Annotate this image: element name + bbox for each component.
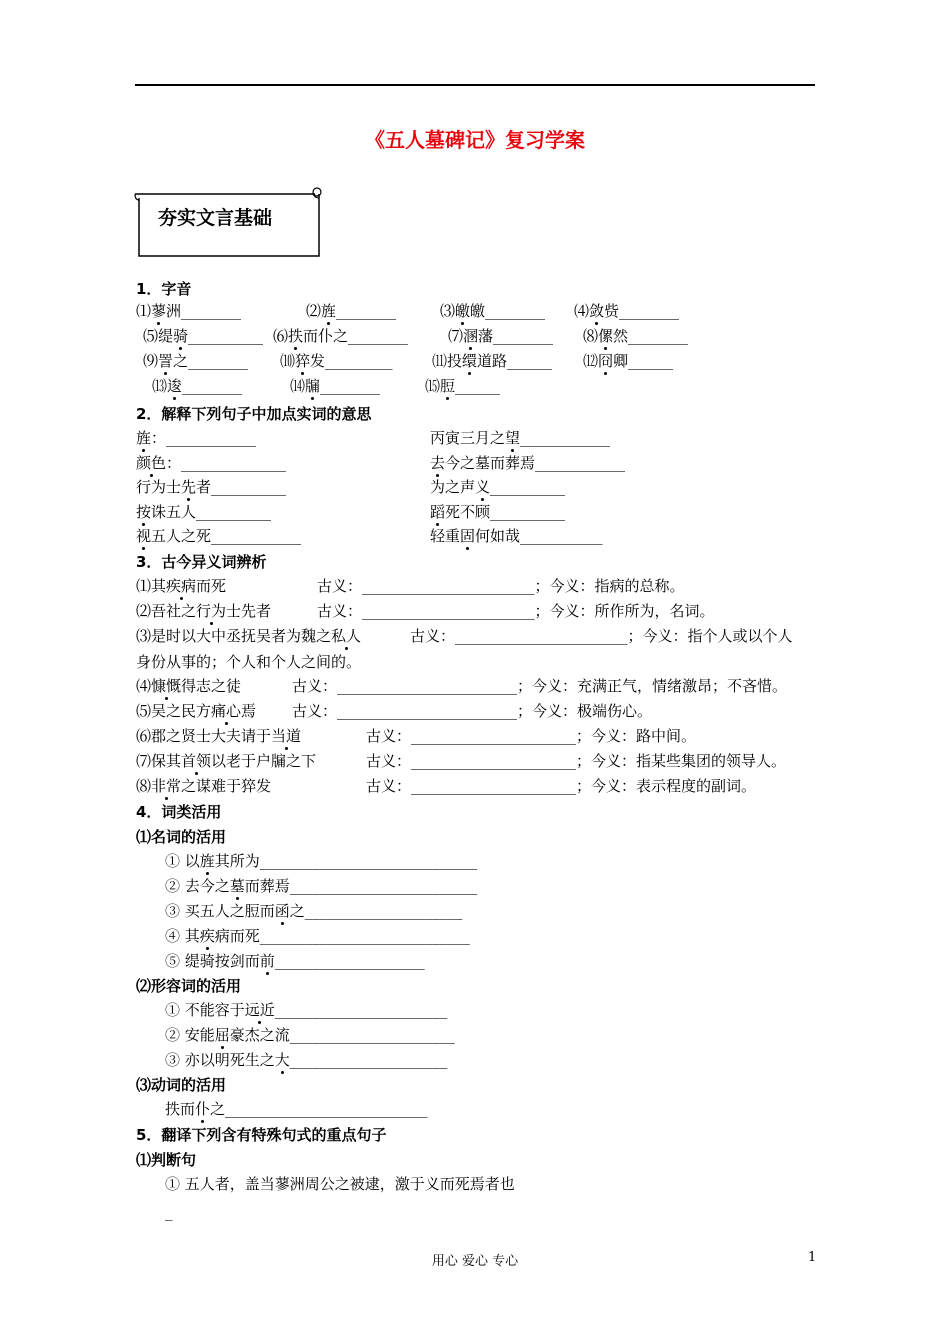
s4-sub3: ⑶动词的活用: [136, 1076, 227, 1094]
shici-item-left: 颜色：______________: [136, 453, 287, 472]
huoyong-noun-item: ③ 买五人之脰而函之_____________________: [165, 902, 463, 920]
huoyong-noun-item: ① 以旌其所为_____________________________: [165, 852, 478, 870]
zi-yin-item: ⑾投缳道路______: [432, 352, 553, 370]
s5-item1: ① 五人者，盖当蓼洲周公之被逮，激于义而死焉者也: [165, 1175, 515, 1193]
yiyi-meaning: 古义：______________________；今义：路中间。: [366, 727, 697, 745]
zi-yin-item: ⑼詈之________: [143, 352, 249, 370]
yiyi-meaning: 古义：________________________；今义：极端伤心。: [292, 702, 653, 720]
zi-yin-item: ⑸缇骑__________: [143, 327, 264, 345]
shici-item-right: 蹈死不顾__________: [430, 502, 566, 521]
header-rule: [135, 84, 815, 86]
zi-yin-item: ⑵旌________: [306, 302, 397, 320]
yiyi-item: ⑵吾社之行为士先者: [136, 602, 272, 620]
yiyi-meaning: 古义：_______________________；今义：所作所为，名词。: [317, 602, 715, 620]
s4-sub1: ⑴名词的活用: [136, 828, 227, 846]
zi-yin-item: ⑹抶而仆之________: [273, 327, 409, 345]
zi-yin-item: ⑷敛赀________: [574, 302, 680, 320]
shici-item-right: 丙寅三月之望____________: [430, 429, 611, 447]
s4-heading: 4．词类活用: [136, 803, 222, 821]
s5-heading: 5．翻译下列含有特殊句式的重点句子: [136, 1126, 387, 1144]
huoyong-noun-item: ⑤ 缇骑按剑而前____________________: [165, 952, 425, 970]
shici-item-left: 视五人之死____________: [136, 527, 302, 545]
s4-sub3-item: 抶而仆之___________________________: [165, 1100, 428, 1118]
huoyong-adj-item: ① 不能容于远近_______________________: [165, 1001, 448, 1019]
zi-yin-item: ⒂脰______: [425, 377, 501, 395]
huoyong-adj-item: ③ 亦以明死生之大_____________________: [165, 1051, 448, 1069]
zi-yin-item: ⑽猝发_________: [280, 352, 393, 370]
s4-sub2: ⑵形容词的活用: [136, 977, 242, 995]
page-number: 1: [808, 1250, 817, 1265]
yiyi-meaning: 古义：_______________________；今义：指个人或以个人: [410, 627, 793, 645]
huoyong-noun-item: ④ 其疾病而死____________________________: [165, 927, 470, 945]
yiyi-item: ⑸吴之民方痛心焉: [136, 702, 257, 720]
huoyong-adj-item: ② 安能屈豪杰之流______________________: [165, 1026, 455, 1044]
yiyi-item: ⑷慷慨得志之徒: [136, 677, 242, 695]
s5-answer-line: _: [165, 1203, 173, 1221]
s3-continuation: 身份从事的；个人和个人之间的。: [136, 653, 362, 671]
yiyi-meaning: 古义：________________________；今义：充满正气，情绪激昂；不吝惜。: [292, 677, 788, 695]
page-title: 《五人墓碑记》复习学案: [365, 128, 585, 152]
zi-yin-item: ⑶皦皦________: [440, 302, 546, 320]
yiyi-item: ⑹郡之贤士大夫请于当道: [136, 727, 302, 745]
s1-heading: 1．字音: [136, 280, 192, 298]
yiyi-item: ⑺保其首领以老于户牖之下: [136, 752, 317, 770]
zi-yin-item: ⒀逡________: [152, 377, 243, 395]
s3-heading: 3．古今异义词辨析: [136, 553, 267, 571]
shici-item-right: 轻重固何如哉___________: [430, 527, 603, 545]
section-label: 夯实文言基础: [158, 207, 273, 229]
footer-text: 用心 爱心 专心: [431, 1254, 519, 1269]
shici-item-right: 去今之墓而葬焉____________: [430, 453, 626, 472]
shici-item-left: 按诛五人__________: [136, 502, 272, 521]
zi-yin-item: ⑴蓼洲________: [136, 302, 242, 320]
zi-yin-item: ⑻傫然________: [583, 327, 689, 345]
yiyi-item: ⑴其疾病而死: [136, 577, 227, 595]
huoyong-noun-item: ② 去今之墓而葬焉_________________________: [165, 877, 478, 895]
zi-yin-item: ⑿冏卿______: [583, 352, 674, 370]
yiyi-meaning: 古义：______________________；今义：表示程度的副词。: [366, 777, 757, 795]
s2-heading: 2．解释下列句子中加点实词的意思: [136, 405, 372, 423]
zi-yin-item: ⒁牖________: [290, 377, 381, 395]
yiyi-item: ⑶是时以大中丞抚吴者为魏之私人: [136, 627, 362, 645]
shici-item-left: 旌：____________: [136, 429, 257, 447]
yiyi-meaning: 古义：______________________；今义：指某些集团的领导人。: [366, 752, 787, 770]
shici-item-left: 行为士先者__________: [136, 478, 287, 496]
shici-item-right: 为之声义__________: [430, 478, 566, 496]
yiyi-meaning: 古义：_______________________；今义：指病的总称。: [317, 577, 685, 595]
yiyi-item: ⑻非常之谋难于猝发: [136, 777, 272, 795]
s5-sub1: ⑴判断句: [136, 1151, 197, 1169]
zi-yin-item: ⑺溷藩________: [448, 327, 554, 345]
